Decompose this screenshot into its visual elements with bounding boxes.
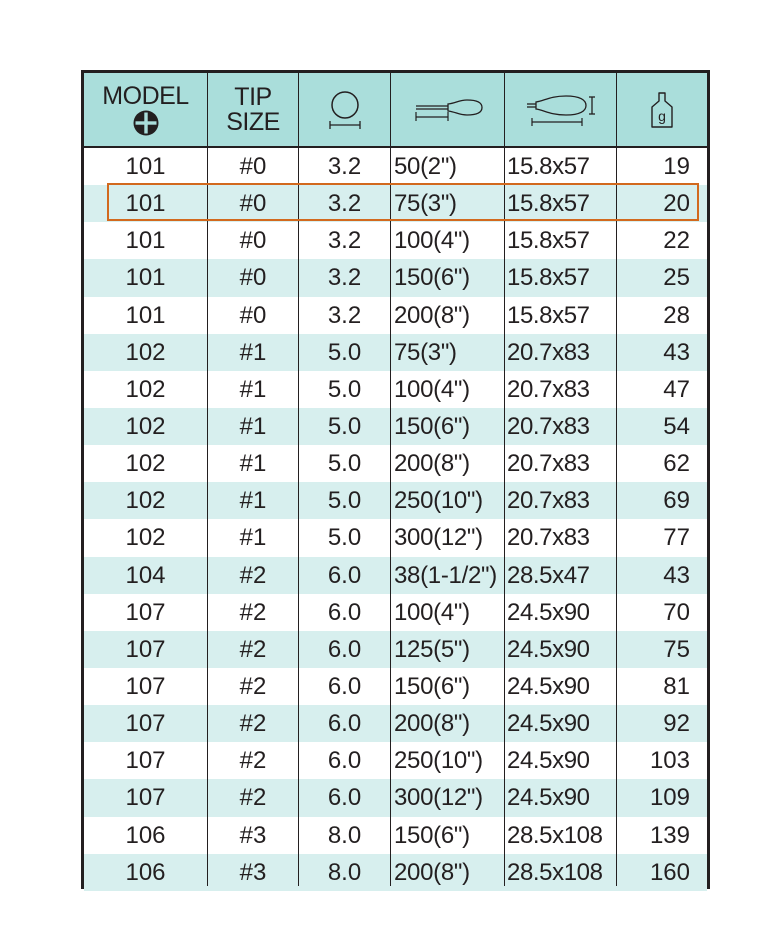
table-row <box>84 854 707 891</box>
weight-cell: 62 <box>663 450 690 478</box>
weight-unit-label: g <box>658 107 666 124</box>
weight-icon <box>650 91 674 129</box>
model-cell: 102 <box>125 338 166 366</box>
phillips-cross-icon <box>133 110 159 136</box>
handle-size-cell: 15.8x57 <box>507 227 590 255</box>
tip-size-cell: #2 <box>239 672 267 700</box>
model-cell: 107 <box>125 635 166 663</box>
header-tip-line2: SIZE <box>226 107 280 136</box>
header-model-label: MODEL <box>102 81 189 110</box>
model-cell: 107 <box>125 784 166 812</box>
model-cell: 107 <box>125 598 166 626</box>
weight-cell: 77 <box>663 524 690 552</box>
weight-cell: 69 <box>663 487 690 515</box>
tip-size-cell: #3 <box>239 821 267 849</box>
handle-size-cell: 24.5x90 <box>507 710 590 738</box>
table-row <box>84 445 707 482</box>
tip-size-cell: #2 <box>239 710 267 738</box>
length-cell: 75(3") <box>394 338 457 366</box>
length-cell: 150(6") <box>394 821 470 849</box>
model-cell: 106 <box>125 821 166 849</box>
highlighted-row-outline <box>107 183 699 221</box>
table-row <box>84 482 707 519</box>
diameter-cell: 5.0 <box>327 412 362 440</box>
header-model <box>84 73 207 146</box>
table-row <box>84 557 707 594</box>
weight-cell: 22 <box>663 227 690 255</box>
diameter-cell: 5.0 <box>327 375 362 403</box>
header-length <box>392 73 504 146</box>
table-row <box>84 742 707 779</box>
tip-size-cell: #1 <box>239 375 267 403</box>
length-cell: 125(5") <box>394 635 470 663</box>
handle-size-cell: 20.7x83 <box>507 338 590 366</box>
model-cell: 107 <box>125 747 166 775</box>
handle-size-cell: 15.8x57 <box>507 264 590 292</box>
header-tip-size <box>208 73 298 146</box>
header-tip-line1: TIP <box>234 82 272 111</box>
length-cell: 200(8") <box>394 450 470 478</box>
tip-size-cell: #0 <box>239 227 267 255</box>
model-cell: 101 <box>125 227 166 255</box>
handle-size-cell: 20.7x83 <box>507 524 590 552</box>
handle-size-cell: 24.5x90 <box>507 598 590 626</box>
length-cell: 300(12") <box>394 784 483 812</box>
tip-size-cell: #2 <box>239 561 267 589</box>
tip-size-cell: #2 <box>239 747 267 775</box>
weight-cell: 103 <box>649 747 690 775</box>
length-cell: 250(10") <box>394 747 483 775</box>
tip-size-cell: #2 <box>239 635 267 663</box>
model-cell: 102 <box>125 487 166 515</box>
weight-cell: 43 <box>663 561 690 589</box>
length-cell: 150(6") <box>394 412 470 440</box>
diameter-cell: 8.0 <box>327 858 362 886</box>
table-row <box>84 259 707 296</box>
diameter-cell: 3.2 <box>327 190 362 218</box>
diameter-cell: 6.0 <box>327 561 362 589</box>
handle-size-cell: 24.5x90 <box>507 672 590 700</box>
table-row <box>84 519 707 556</box>
model-cell: 107 <box>125 672 166 700</box>
table-row <box>84 817 707 854</box>
tip-size-cell: #0 <box>239 264 267 292</box>
length-cell: 38(1-1/2") <box>394 561 497 589</box>
weight-cell: 160 <box>649 858 690 886</box>
diameter-cell: 3.2 <box>327 301 362 329</box>
tip-size-cell: #2 <box>239 598 267 626</box>
tip-size-cell: #1 <box>239 338 267 366</box>
tip-size-cell: #1 <box>239 487 267 515</box>
model-cell: 101 <box>125 190 166 218</box>
length-cell: 200(8") <box>394 710 470 738</box>
handle-size-cell: 15.8x57 <box>507 153 590 180</box>
tip-size-cell: #0 <box>239 153 267 180</box>
tip-size-cell: #1 <box>239 524 267 552</box>
model-cell: 102 <box>125 375 166 403</box>
handle-size-cell: 20.7x83 <box>507 412 590 440</box>
table-row <box>84 594 707 631</box>
weight-cell: 92 <box>663 710 690 738</box>
diameter-cell: 5.0 <box>327 487 362 515</box>
weight-cell: 109 <box>649 784 690 812</box>
model-cell: 101 <box>125 153 166 180</box>
handle-size-cell: 28.5x108 <box>507 858 603 886</box>
tip-size-cell: #3 <box>239 858 267 886</box>
handle-size-cell: 15.8x57 <box>507 190 590 218</box>
handle-size-cell: 20.7x83 <box>507 375 590 403</box>
length-cell: 200(8") <box>394 301 470 329</box>
handle-size-cell: 24.5x90 <box>507 635 590 663</box>
table-row <box>84 148 707 185</box>
handle-size-cell: 15.8x57 <box>507 301 590 329</box>
diameter-cell: 5.0 <box>327 338 362 366</box>
table-row <box>84 408 707 445</box>
table-row <box>84 297 707 334</box>
table-row <box>84 779 707 816</box>
tip-size-cell: #1 <box>239 450 267 478</box>
table-row <box>84 371 707 408</box>
diameter-cell: 6.0 <box>327 784 362 812</box>
diameter-cell: 3.2 <box>327 264 362 292</box>
length-cell: 100(4") <box>394 598 470 626</box>
header-diameter <box>299 73 390 146</box>
tip-size-cell: #0 <box>239 190 267 218</box>
handle-size-cell: 24.5x90 <box>507 747 590 775</box>
diameter-cell: 3.2 <box>327 227 362 255</box>
diameter-cell: 6.0 <box>327 635 362 663</box>
weight-cell: 81 <box>663 672 690 700</box>
length-cell: 150(6") <box>394 264 470 292</box>
tip-size-cell: #0 <box>239 301 267 329</box>
handle-size-cell: 28.5x47 <box>507 561 590 589</box>
table-row <box>84 668 707 705</box>
table-body <box>84 148 707 891</box>
table-row <box>84 222 707 259</box>
length-cell: 250(10") <box>394 487 483 515</box>
weight-cell: 19 <box>663 153 690 180</box>
diameter-cell: 5.0 <box>327 450 362 478</box>
weight-cell: 70 <box>663 598 690 626</box>
diameter-cell: 6.0 <box>327 598 362 626</box>
header-weight <box>617 73 707 146</box>
length-cell: 300(12") <box>394 524 483 552</box>
weight-cell: 139 <box>649 821 690 849</box>
tip-size-cell: #1 <box>239 412 267 440</box>
handle-size-icon <box>524 93 598 127</box>
handle-size-cell: 20.7x83 <box>507 450 590 478</box>
model-cell: 101 <box>125 301 166 329</box>
handle-size-cell: 28.5x108 <box>507 821 603 849</box>
length-cell: 100(4") <box>394 227 470 255</box>
diameter-cell: 6.0 <box>327 710 362 738</box>
model-cell: 101 <box>125 264 166 292</box>
diameter-cell: 8.0 <box>327 821 362 849</box>
weight-cell: 47 <box>663 375 690 403</box>
model-cell: 102 <box>125 450 166 478</box>
length-cell: 75(3") <box>394 190 457 218</box>
model-cell: 107 <box>125 710 166 738</box>
table-row <box>84 705 707 742</box>
length-cell: 200(8") <box>394 858 470 886</box>
blade-length-icon <box>412 97 484 123</box>
handle-size-cell: 24.5x90 <box>507 784 590 812</box>
length-cell: 50(2") <box>394 153 457 180</box>
length-cell: 150(6") <box>394 672 470 700</box>
diameter-cell: 3.2 <box>327 153 362 180</box>
weight-cell: 43 <box>663 338 690 366</box>
handle-size-cell: 20.7x83 <box>507 487 590 515</box>
table-header <box>84 73 707 148</box>
length-cell: 100(4") <box>394 375 470 403</box>
weight-cell: 28 <box>663 301 690 329</box>
table-row <box>84 334 707 371</box>
table-row <box>84 631 707 668</box>
model-cell: 104 <box>125 561 166 589</box>
diameter-cell: 5.0 <box>327 524 362 552</box>
weight-cell: 25 <box>663 264 690 292</box>
diameter-cell: 6.0 <box>327 672 362 700</box>
header-handle <box>505 73 616 146</box>
shaft-diameter-icon <box>325 89 365 131</box>
tip-size-cell: #2 <box>239 784 267 812</box>
model-cell: 106 <box>125 858 166 886</box>
weight-cell: 54 <box>663 412 690 440</box>
model-cell: 102 <box>125 524 166 552</box>
weight-cell: 20 <box>663 190 690 218</box>
model-cell: 102 <box>125 412 166 440</box>
diameter-cell: 6.0 <box>327 747 362 775</box>
weight-cell: 75 <box>663 635 690 663</box>
